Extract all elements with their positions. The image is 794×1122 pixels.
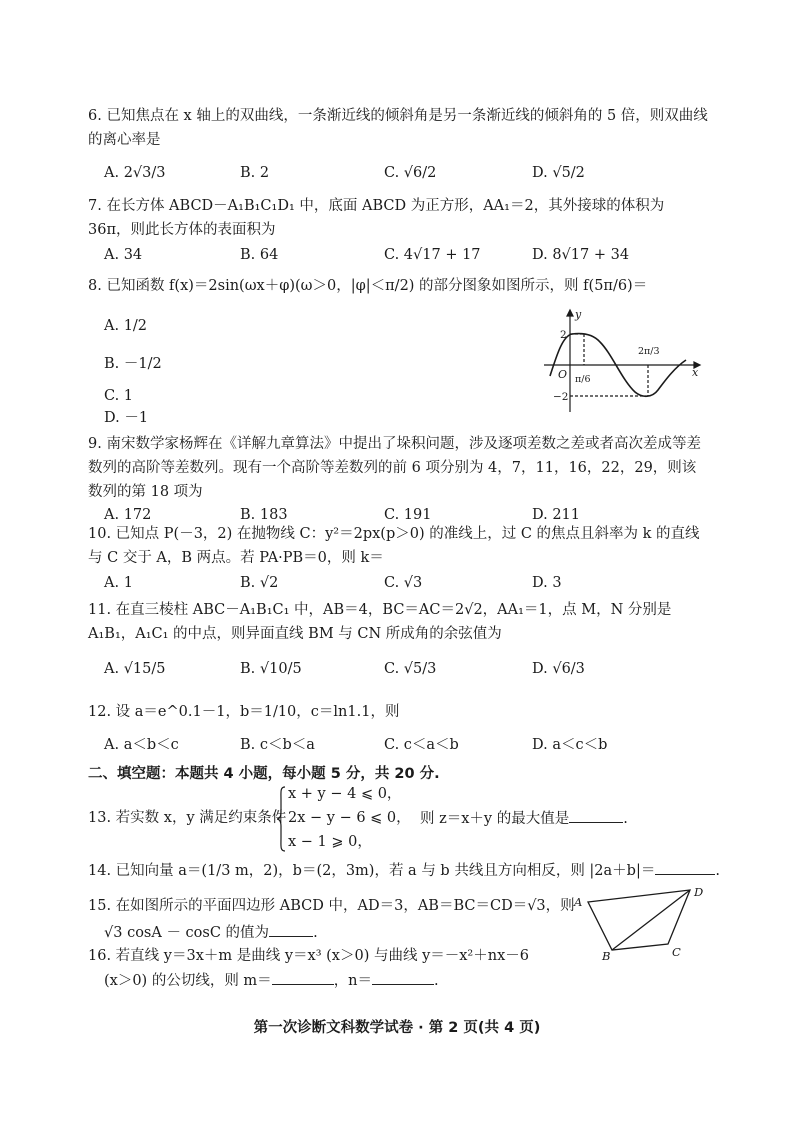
question-15-line1: 15. 在如图所示的平面四边形 ABCD 中，AD＝3，AB＝BC＝CD＝√3，则 bbox=[88, 898, 575, 914]
question-15-line2-text: √3 cosA － cosC 的值为 bbox=[104, 925, 270, 941]
option-d[interactable]: D. 8√17 + 34 bbox=[532, 247, 630, 263]
option-b[interactable]: B. 2 bbox=[240, 165, 270, 181]
option-c[interactable]: C. 1 bbox=[104, 388, 134, 404]
brace-icon bbox=[276, 786, 286, 852]
option-a[interactable]: A. a＜b＜c bbox=[104, 737, 179, 753]
question-10-options bbox=[104, 568, 704, 598]
question-10-text: 10. 已知点 P(－3，2) 在抛物线 C：y²＝2px(p＞0) 的准线上，过 C 的焦点且斜率为 k 的直线与 C 交于 A，B 两点。若 PA·PB＝0，则 k＝ bbox=[88, 526, 700, 566]
question-13-lead: 13. 若实数 x，y 满足约束条件 bbox=[88, 810, 287, 826]
question-16 bbox=[88, 944, 568, 968]
y-label: y bbox=[575, 308, 582, 321]
option-c[interactable]: C. 4√17 + 17 bbox=[384, 247, 481, 263]
question-7-text: 7. 在长方体 ABCD－A₁B₁C₁D₁ 中，底面 ABCD 为正方形，AA₁＝2，其外接球的体积为 36π，则此长方体的表面积为 bbox=[88, 198, 665, 238]
question-13-tail: 则 z＝x＋y 的最大值是 . bbox=[420, 806, 710, 831]
question-6-options bbox=[104, 158, 704, 188]
option-c[interactable]: C. 191 bbox=[384, 507, 432, 523]
question-13-tail-text: 则 z＝x＋y 的最大值是 bbox=[420, 811, 570, 827]
option-b[interactable]: B. √10/5 bbox=[240, 661, 302, 677]
question-16-line1: 16. 若直线 y＝3x＋m 是曲线 y＝x³ (x＞0) 与曲线 y＝－x²＋nx－6 bbox=[88, 948, 529, 964]
section-heading-fill-in: 二、填空题：本题共 4 小题，每小题 5 分，共 20 分. bbox=[88, 766, 440, 782]
x-label: x bbox=[692, 366, 699, 379]
tick-2pi3: 2π/3 bbox=[638, 346, 660, 357]
question-7 bbox=[88, 194, 710, 242]
option-b[interactable]: B. 64 bbox=[240, 247, 279, 263]
option-c[interactable]: C. √5/3 bbox=[384, 661, 437, 677]
question-9-text: 9. 南宋数学家杨辉在《详解九章算法》中提出了垛积问题，涉及逐项差数之差或者高次差成等差数列的高阶等差数列。现有一个高阶等差数列的前 6 项分别为 4，7，11，16，22，29，则该数列的第 18 项为 bbox=[88, 436, 701, 500]
tick-2: 2 bbox=[560, 329, 567, 341]
option-a[interactable]: A. 1 bbox=[104, 575, 133, 591]
question-15 bbox=[88, 894, 575, 918]
question-14-text: 14. 已知向量 a＝(1/3 m，2)，b＝(2，3m)，若 a 与 b 共线且方向相反，则 |2a＋b|＝ bbox=[88, 863, 656, 879]
question-12-text: 12. 设 a＝e^0.1－1，b＝1/10，c＝ln1.1，则 bbox=[88, 704, 400, 720]
option-b[interactable]: B. 183 bbox=[240, 507, 288, 523]
question-9 bbox=[88, 432, 710, 504]
question-6 bbox=[88, 104, 710, 152]
vertex-a: A bbox=[574, 895, 583, 909]
quad-shape bbox=[588, 890, 690, 950]
answer-blank[interactable] bbox=[569, 806, 623, 823]
option-a[interactable]: A. 34 bbox=[104, 247, 143, 263]
question-11-options bbox=[104, 654, 704, 684]
question-14: 14. 已知向量 a＝(1/3 m，2)，b＝(2，3m)，若 a 与 b 共线且方向相反，则 |2a＋b|＝ . bbox=[88, 858, 710, 883]
question-8-text: 8. 已知函数 f(x)＝2sin(ωx＋φ)(ω＞0，|φ|＜π/2) 的部分图象如图所示，则 f(5π/6)＝ bbox=[88, 278, 648, 294]
constraint-3: x − 1 ⩾ 0， bbox=[288, 834, 372, 850]
constraint-1: x + y − 4 ⩽ 0， bbox=[288, 786, 402, 802]
option-d[interactable]: D. a＜c＜b bbox=[532, 737, 608, 753]
option-c[interactable]: C. √3 bbox=[384, 575, 423, 591]
sine-graph bbox=[540, 308, 702, 418]
question-12-options bbox=[104, 730, 704, 760]
option-a[interactable]: A. 2√3/3 bbox=[104, 165, 166, 181]
vertex-b: B bbox=[602, 949, 611, 963]
question-16-line2b: ，n＝ bbox=[333, 973, 373, 989]
answer-blank[interactable] bbox=[269, 920, 313, 937]
tick-neg2: −2 bbox=[553, 391, 569, 403]
question-11 bbox=[88, 598, 710, 646]
option-c[interactable]: C. √6/2 bbox=[384, 165, 437, 181]
option-b[interactable]: B. √2 bbox=[240, 575, 279, 591]
vertex-d: D bbox=[694, 885, 704, 899]
answer-blank-n[interactable] bbox=[372, 968, 434, 985]
option-d[interactable]: D. －1 bbox=[104, 410, 149, 426]
question-16-line2: (x＞0) 的公切线，则 m＝ ，n＝ . bbox=[104, 968, 524, 993]
question-10 bbox=[88, 522, 710, 570]
option-c[interactable]: C. c＜a＜b bbox=[384, 737, 459, 753]
answer-blank[interactable] bbox=[655, 858, 715, 875]
option-a[interactable]: A. 172 bbox=[104, 507, 152, 523]
option-b[interactable]: B. －1/2 bbox=[104, 356, 162, 372]
question-12 bbox=[88, 700, 710, 724]
option-b[interactable]: B. c＜b＜a bbox=[240, 737, 315, 753]
y-axis-arrow bbox=[567, 310, 573, 316]
option-d[interactable]: D. 211 bbox=[532, 507, 581, 523]
origin-label: O bbox=[558, 368, 568, 381]
quadrilateral-figure bbox=[568, 880, 714, 964]
page-footer: 第一次诊断文科数学试卷 · 第 2 页(共 4 页) bbox=[253, 1020, 541, 1036]
constraint-2: 2x − y − 6 ⩽ 0， bbox=[288, 810, 411, 826]
vertex-c: C bbox=[672, 945, 681, 959]
answer-blank-m[interactable] bbox=[272, 968, 334, 985]
question-8 bbox=[88, 274, 710, 298]
question-16-line2a: (x＞0) 的公切线，则 m＝ bbox=[104, 973, 272, 989]
question-6-text: 6. 已知焦点在 x 轴上的双曲线，一条渐近线的倾斜角是另一条渐近线的倾斜角的 5 倍，则双曲线的离心率是 bbox=[88, 108, 708, 148]
option-a[interactable]: A. √15/5 bbox=[104, 661, 166, 677]
question-11-text: 11. 在直三棱柱 ABC－A₁B₁C₁ 中，AB＝4，BC＝AC＝2√2，AA₁＝1，点 M，N 分别是 A₁B₁，A₁C₁ 的中点，则异面直线 BM 与 CN 所成角的余弦值为 bbox=[88, 602, 672, 642]
option-d[interactable]: D. √6/3 bbox=[532, 661, 585, 677]
tick-pi6: π/6 bbox=[575, 374, 591, 385]
question-7-options bbox=[104, 240, 704, 270]
option-a[interactable]: A. 1/2 bbox=[104, 318, 148, 334]
option-d[interactable]: D. 3 bbox=[532, 575, 562, 591]
option-d[interactable]: D. √5/2 bbox=[532, 165, 585, 181]
question-15-line2: √3 cosA － cosC 的值为 . bbox=[104, 920, 524, 945]
